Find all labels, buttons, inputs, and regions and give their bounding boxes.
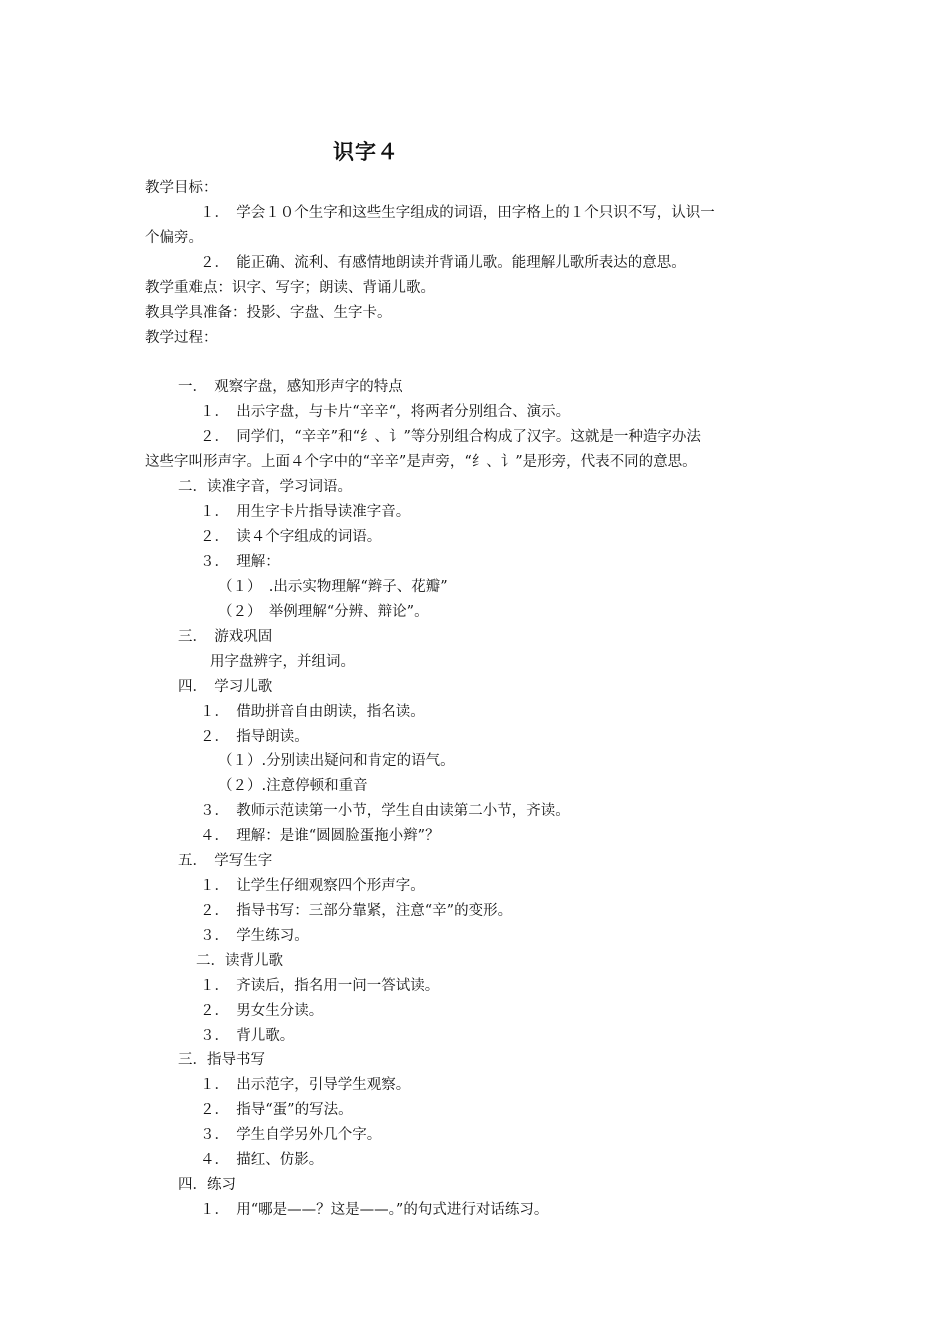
text-line: １． 齐读后，指名用一问一答试读。 xyxy=(200,978,440,994)
text-line: 教学目标： xyxy=(145,180,218,196)
text-line: １． 出示范字，引导学生观察。 xyxy=(200,1077,411,1093)
text-line: （２） 举例理解“分辨、辩论”。 xyxy=(218,604,429,620)
text-line: １． 借助拼音自由朗读，指名读。 xyxy=(200,704,425,720)
text-line: ２． 指导“蛋”的写法。 xyxy=(200,1102,353,1118)
text-line: （２）.注意停顿和重音 xyxy=(218,778,368,794)
text-line: ３． 学生自学另外几个字。 xyxy=(200,1127,382,1143)
text-line: 三． 游戏巩固 xyxy=(178,629,273,645)
text-line: ３． 教师示范读第一小节，学生自由读第二小节，齐读。 xyxy=(200,803,570,819)
text-line: 用字盘辨字，并组词。 xyxy=(210,654,355,670)
text-line: 教具学具准备：投影、字盘、生字卡。 xyxy=(145,305,392,321)
text-line: 四． 学习儿歌 xyxy=(178,679,273,695)
text-line: （１） .出示实物理解“辫子、花瓣” xyxy=(218,579,448,595)
text-line: ２． 男女生分读。 xyxy=(200,1003,324,1019)
text-line: 教学重难点：识字、写字；朗读、背诵儿歌。 xyxy=(145,280,435,296)
text-line: 个偏旁。 xyxy=(145,230,203,246)
text-line: ２． 指导书写：三部分靠紧，注意“辛”的变形。 xyxy=(200,903,513,919)
text-line: 一． 观察字盘，感知形声字的特点 xyxy=(178,379,403,395)
text-line: （１）.分别读出疑问和肯定的语气。 xyxy=(218,753,455,769)
text-line: 五． 学写生字 xyxy=(178,853,273,869)
text-line: 二．读背儿歌 xyxy=(196,953,283,969)
text-line: １． 出示字盘，与卡片“辛辛“，将两者分别组合、演示。 xyxy=(200,404,571,420)
text-line: ２． 读４个字组成的词语。 xyxy=(200,529,382,545)
text-line: ２． 同学们，“辛辛”和“纟、讠”等分别组合构成了汉字。这就是一种造字办法 xyxy=(200,429,701,445)
text-line: １． 让学生仔细观察四个形声字。 xyxy=(200,878,425,894)
text-line: ３． 学生练习。 xyxy=(200,928,309,944)
text-line: １． 用“哪是——？这是——。”的句式进行对话练习。 xyxy=(200,1202,549,1218)
text-line: ２． 指导朗读。 xyxy=(200,729,309,745)
text-line: ３． 理解： xyxy=(200,554,280,570)
text-line: ４． 理解：是谁“圆圆脸蛋拖小辫”？ xyxy=(200,828,440,844)
text-line: 教学过程： xyxy=(145,330,218,346)
text-line: 这些字叫形声字。上面４个字中的“辛辛”是声旁，“纟、讠”是形旁，代表不同的意思。 xyxy=(145,454,697,470)
text-line: ３． 背儿歌。 xyxy=(200,1028,295,1044)
text-line: 二．读准字音，学习词语。 xyxy=(178,479,352,495)
text-line: ２． 能正确、流利、有感情地朗读并背诵儿歌。能理解儿歌所表达的意思。 xyxy=(200,255,686,271)
text-line: ４． 描红、仿影。 xyxy=(200,1152,324,1168)
page-title: 识字４ xyxy=(333,140,399,164)
text-line: 四．练习 xyxy=(178,1177,236,1193)
text-line: １． 学会１０个生字和这些生字组成的词语，田字格上的１个只识不写，认识一 xyxy=(200,205,715,221)
text-line: 三．指导书写 xyxy=(178,1052,265,1068)
text-line: １． 用生字卡片指导读准字音。 xyxy=(200,504,411,520)
